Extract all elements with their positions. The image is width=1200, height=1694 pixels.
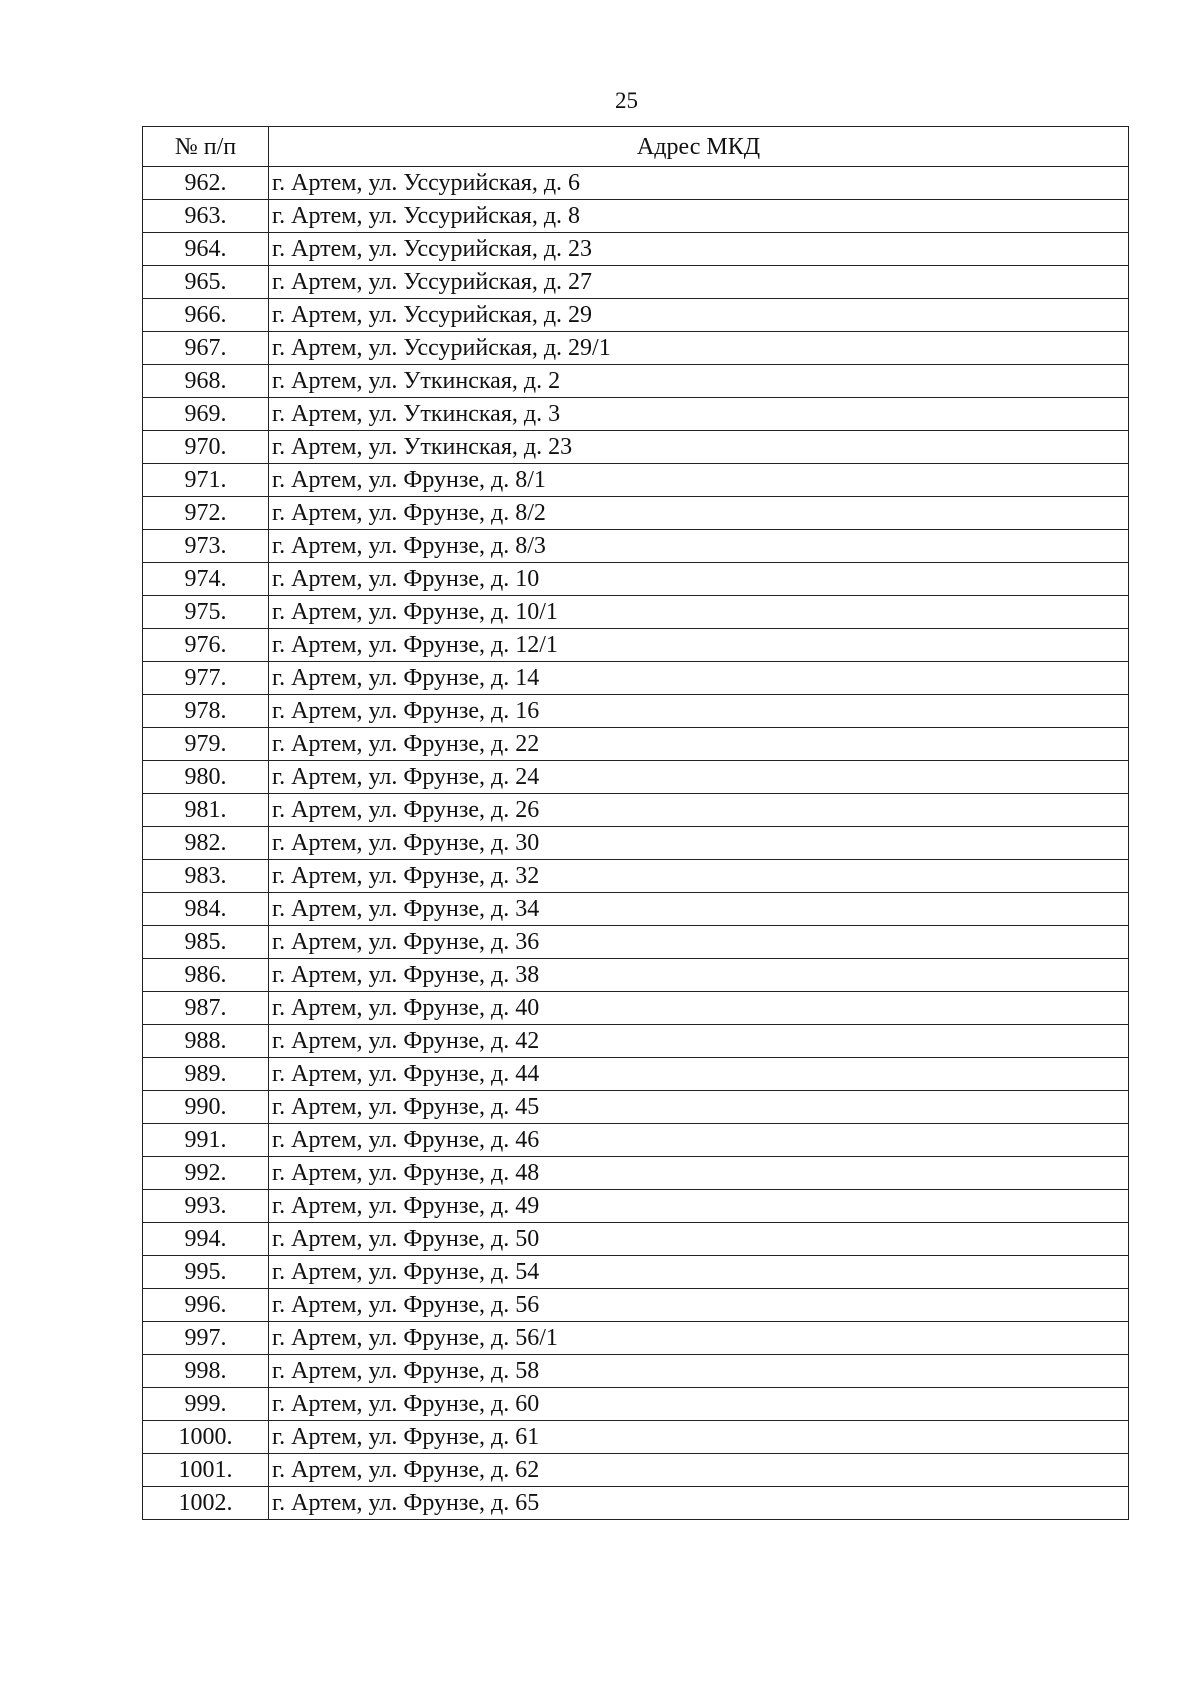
row-number: 997.	[143, 1322, 269, 1355]
row-number: 998.	[143, 1355, 269, 1388]
row-number: 978.	[143, 695, 269, 728]
mkd-address-table	[142, 126, 1129, 1520]
row-address: г. Артем, ул. Фрунзе, д. 24	[269, 761, 1129, 794]
row-address: г. Артем, ул. Фрунзе, д. 56	[269, 1289, 1129, 1322]
table-row	[143, 200, 1129, 233]
table-row	[143, 794, 1129, 827]
table-row	[143, 530, 1129, 563]
table-header	[143, 127, 1129, 167]
row-number: 975.	[143, 596, 269, 629]
row-address: г. Артем, ул. Фрунзе, д. 38	[269, 959, 1129, 992]
row-number: 965.	[143, 266, 269, 299]
table-row	[143, 860, 1129, 893]
row-address: г. Артем, ул. Фрунзе, д. 54	[269, 1256, 1129, 1289]
row-number: 969.	[143, 398, 269, 431]
row-number: 977.	[143, 662, 269, 695]
row-number: 976.	[143, 629, 269, 662]
row-address: г. Артем, ул. Фрунзе, д. 46	[269, 1124, 1129, 1157]
row-address: г. Артем, ул. Фрунзе, д. 65	[269, 1487, 1129, 1520]
table-row	[143, 1124, 1129, 1157]
table-row	[143, 431, 1129, 464]
row-number: 984.	[143, 893, 269, 926]
row-address: г. Артем, ул. Фрунзе, д. 22	[269, 728, 1129, 761]
row-number: 980.	[143, 761, 269, 794]
row-address: г. Артем, ул. Уссурийская, д. 29	[269, 299, 1129, 332]
row-address: г. Артем, ул. Фрунзе, д. 12/1	[269, 629, 1129, 662]
table-row	[143, 1388, 1129, 1421]
table-row	[143, 629, 1129, 662]
table-row	[143, 167, 1129, 200]
row-address: г. Артем, ул. Уссурийская, д. 6	[269, 167, 1129, 200]
row-number: 1001.	[143, 1454, 269, 1487]
row-address: г. Артем, ул. Фрунзе, д. 8/2	[269, 497, 1129, 530]
row-number: 964.	[143, 233, 269, 266]
row-number: 968.	[143, 365, 269, 398]
row-address: г. Артем, ул. Уссурийская, д. 29/1	[269, 332, 1129, 365]
table-row	[143, 464, 1129, 497]
row-address: г. Артем, ул. Фрунзе, д. 61	[269, 1421, 1129, 1454]
row-address: г. Артем, ул. Фрунзе, д. 60	[269, 1388, 1129, 1421]
row-number: 990.	[143, 1091, 269, 1124]
row-address: г. Артем, ул. Фрунзе, д. 45	[269, 1091, 1129, 1124]
table-row	[143, 1322, 1129, 1355]
table-row	[143, 1025, 1129, 1058]
row-number: 981.	[143, 794, 269, 827]
row-address: г. Артем, ул. Фрунзе, д. 40	[269, 992, 1129, 1025]
row-number: 970.	[143, 431, 269, 464]
row-address: г. Артем, ул. Фрунзе, д. 10/1	[269, 596, 1129, 629]
row-address: г. Артем, ул. Фрунзе, д. 56/1	[269, 1322, 1129, 1355]
row-number: 991.	[143, 1124, 269, 1157]
row-number: 982.	[143, 827, 269, 860]
row-address: г. Артем, ул. Фрунзе, д. 26	[269, 794, 1129, 827]
row-number: 999.	[143, 1388, 269, 1421]
table-row	[143, 1289, 1129, 1322]
table-row	[143, 728, 1129, 761]
row-address: г. Артем, ул. Фрунзе, д. 8/3	[269, 530, 1129, 563]
table-row	[143, 1157, 1129, 1190]
row-number: 995.	[143, 1256, 269, 1289]
table-row	[143, 695, 1129, 728]
row-number: 966.	[143, 299, 269, 332]
table-row	[143, 1091, 1129, 1124]
header-row	[143, 127, 1129, 167]
table-row	[143, 497, 1129, 530]
row-number: 985.	[143, 926, 269, 959]
row-address: г. Артем, ул. Уссурийская, д. 8	[269, 200, 1129, 233]
row-address: г. Артем, ул. Фрунзе, д. 14	[269, 662, 1129, 695]
table-row	[143, 365, 1129, 398]
header-number: № п/п	[143, 127, 269, 167]
row-address: г. Артем, ул. Фрунзе, д. 50	[269, 1223, 1129, 1256]
row-number: 967.	[143, 332, 269, 365]
row-address: г. Артем, ул. Уткинская, д. 23	[269, 431, 1129, 464]
row-number: 992.	[143, 1157, 269, 1190]
table-row	[143, 563, 1129, 596]
table-row	[143, 992, 1129, 1025]
table-row	[143, 1421, 1129, 1454]
row-address: г. Артем, ул. Фрунзе, д. 62	[269, 1454, 1129, 1487]
row-number: 963.	[143, 200, 269, 233]
row-address: г. Артем, ул. Фрунзе, д. 49	[269, 1190, 1129, 1223]
row-number: 988.	[143, 1025, 269, 1058]
table-row	[143, 827, 1129, 860]
table-row	[143, 299, 1129, 332]
row-address: г. Артем, ул. Фрунзе, д. 10	[269, 563, 1129, 596]
table-row	[143, 1487, 1129, 1520]
row-address: г. Артем, ул. Уссурийская, д. 27	[269, 266, 1129, 299]
row-number: 971.	[143, 464, 269, 497]
table-body	[143, 167, 1129, 1520]
row-number: 994.	[143, 1223, 269, 1256]
row-address: г. Артем, ул. Уткинская, д. 3	[269, 398, 1129, 431]
row-number: 1002.	[143, 1487, 269, 1520]
row-address: г. Артем, ул. Фрунзе, д. 36	[269, 926, 1129, 959]
table-row	[143, 1223, 1129, 1256]
row-number: 972.	[143, 497, 269, 530]
table-row	[143, 1190, 1129, 1223]
table-row	[143, 926, 1129, 959]
table-row	[143, 1256, 1129, 1289]
row-address: г. Артем, ул. Уткинская, д. 2	[269, 365, 1129, 398]
row-number: 973.	[143, 530, 269, 563]
row-number: 996.	[143, 1289, 269, 1322]
row-number: 974.	[143, 563, 269, 596]
table-row	[143, 266, 1129, 299]
row-address: г. Артем, ул. Фрунзе, д. 58	[269, 1355, 1129, 1388]
header-address: Адрес МКД	[269, 127, 1129, 167]
table-row	[143, 761, 1129, 794]
row-address: г. Артем, ул. Фрунзе, д. 42	[269, 1025, 1129, 1058]
row-address: г. Артем, ул. Фрунзе, д. 30	[269, 827, 1129, 860]
table-row	[143, 332, 1129, 365]
row-number: 989.	[143, 1058, 269, 1091]
table-row	[143, 233, 1129, 266]
table-row	[143, 1355, 1129, 1388]
row-number: 986.	[143, 959, 269, 992]
row-address: г. Артем, ул. Фрунзе, д. 34	[269, 893, 1129, 926]
row-number: 987.	[143, 992, 269, 1025]
page-number: 25	[615, 88, 638, 113]
row-address: г. Артем, ул. Фрунзе, д. 32	[269, 860, 1129, 893]
row-number: 993.	[143, 1190, 269, 1223]
table-row	[143, 893, 1129, 926]
row-address: г. Артем, ул. Фрунзе, д. 16	[269, 695, 1129, 728]
row-number: 979.	[143, 728, 269, 761]
row-address: г. Артем, ул. Фрунзе, д. 48	[269, 1157, 1129, 1190]
row-address: г. Артем, ул. Уссурийская, д. 23	[269, 233, 1129, 266]
table-row	[143, 596, 1129, 629]
table-row	[143, 1454, 1129, 1487]
row-number: 962.	[143, 167, 269, 200]
row-number: 1000.	[143, 1421, 269, 1454]
table-row	[143, 1058, 1129, 1091]
table-row	[143, 398, 1129, 431]
row-address: г. Артем, ул. Фрунзе, д. 44	[269, 1058, 1129, 1091]
table-row	[143, 959, 1129, 992]
row-address: г. Артем, ул. Фрунзе, д. 8/1	[269, 464, 1129, 497]
row-number: 983.	[143, 860, 269, 893]
table-row	[143, 662, 1129, 695]
